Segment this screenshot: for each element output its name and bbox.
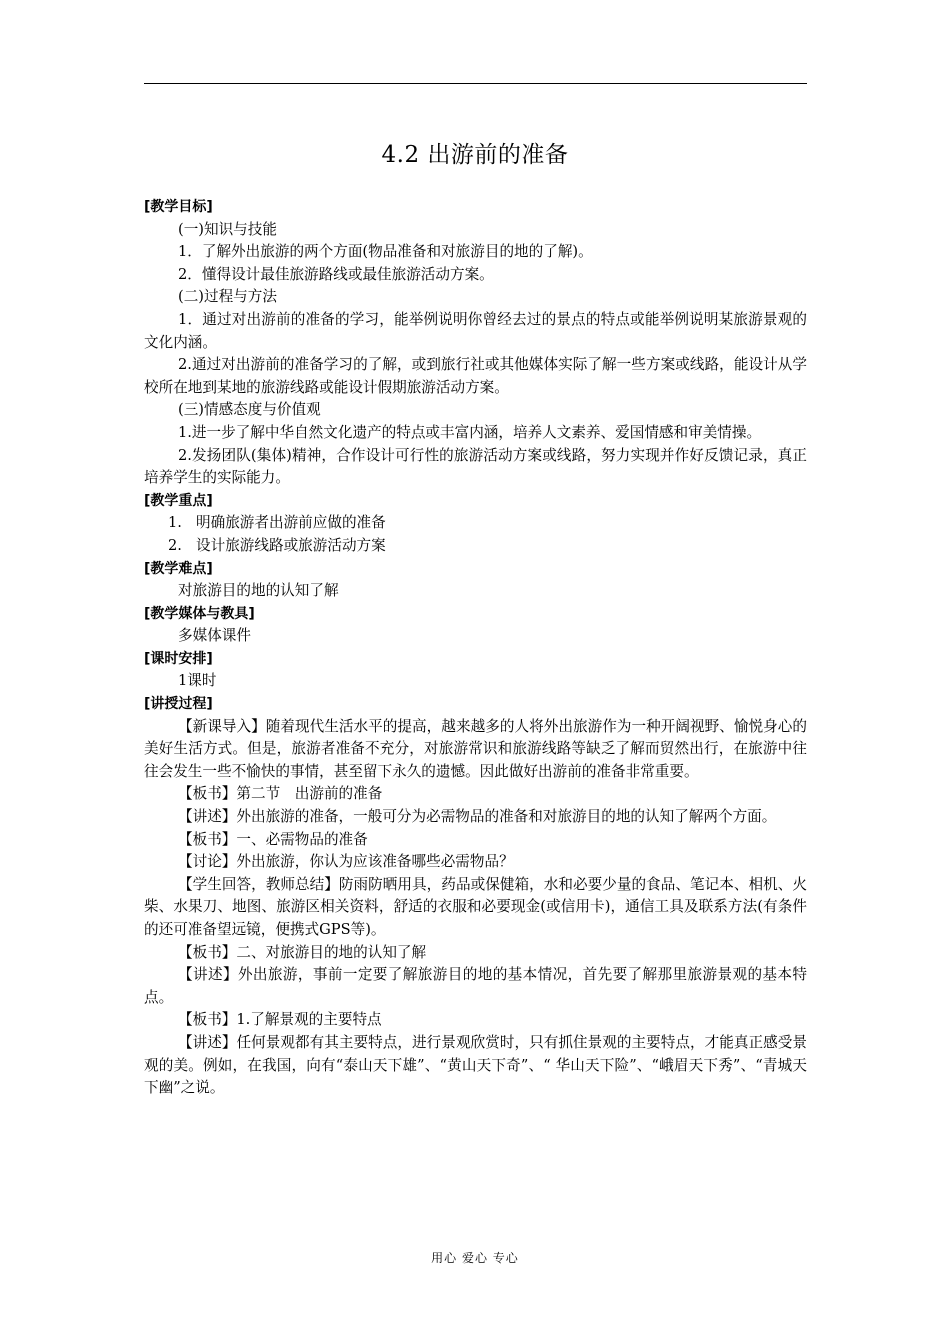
page-footer: 用心 爱心 专心 [431,1251,519,1265]
difficulty-heading: [教学难点] [144,560,213,577]
process-method-item: 2.通过对出游前的准备学习的了解，或到旅行社或其他媒体实际了解一些方案或线路，能设计从学校所在地到某地的旅游线路或能设计假期旅游活动方案。 [144,356,807,396]
knowledge-heading: (一)知识与技能 [178,220,277,238]
document-body [144,196,807,1100]
process-paragraph: 【板书】二、对旅游目的地的认知了解 [178,943,427,961]
process-method-heading: (二)过程与方法 [178,288,277,306]
key-point-number: 2. [168,536,182,554]
process-paragraph: 【板书】第二节 出游前的准备 [178,785,383,803]
key-point-item [144,512,807,535]
process-paragraph: 【讲述】外出旅游，事前一定要了解旅游目的地的基本情况，首先要了解那里旅游景观的基本特点。 [144,966,807,1006]
process-paragraph: 【学生回答，教师总结】防雨防晒用具，药品或保健箱，水和必要少量的食品、笔记本、相机、火柴、水果刀、地图、旅游区相关资料，舒适的衣服和必要现金(或信用卡)，通信工具及联系方法(有条件的还可准备望远镜，便携式GPS等)。 [144,875,807,938]
knowledge-item: 2．懂得设计最佳旅游路线或最佳旅游活动方案。 [178,265,494,283]
key-point-item [144,535,807,558]
process-paragraph: 【板书】1.了解景观的主要特点 [178,1011,382,1029]
emotion-heading: (三)情感态度与价值观 [178,401,321,419]
page-title: 4.2 出游前的准备 [381,142,569,168]
schedule-heading: [课时安排] [144,650,213,667]
process-paragraph: 【新课导入】随着现代生活水平的提高，越来越多的人将外出旅游作为一种开阔视野、愉悦身心的美好生活方式。但是，旅游者准备不充分，对旅游常识和旅游线路等缺乏了解而贸然出行，在旅游中往往会发生一些不愉快的事情，甚至留下永久的遗憾。因此做好出游前的准备非常重要。 [144,717,807,780]
difficulty-text: 对旅游目的地的认知了解 [178,582,339,600]
header-rule [144,83,807,84]
process-method-item: 1．通过对出游前的准备的学习，能举例说明你曾经去过的景点的特点或能举例说明某旅游景观的文化内涵。 [144,310,807,351]
process-paragraph: 【讲述】任何景观都有其主要特点，进行景观欣赏时，只有抓住景观的主要特点，才能真正感受景观的美。例如，在我国，向有“泰山天下雄”、“黄山天下奇”、“ 华山天下险”、“峨眉天下秀”、“青城天下幽”之说。 [144,1033,807,1097]
objectives-heading: [教学目标] [144,199,213,215]
process-paragraph: 【讨论】外出旅游，你认为应该准备哪些必需物品？ [178,853,514,871]
key-points-heading: [教学重点] [144,492,213,509]
emotion-item: 2.发扬团队(集体)精神，合作设计可行性的旅游活动方案或线路，努力实现并作好反馈记录，真正培养学生的实际能力。 [144,446,807,487]
teaching-process-heading: [讲授过程] [144,696,213,713]
process-paragraph: 【板书】一、必需物品的准备 [178,830,368,848]
media-text: 多媒体课件 [178,627,251,645]
emotion-item: 1.进一步了解中华自然文化遗产的特点或丰富内涵，培养人文素养、爱国情感和审美情操。 [178,423,762,441]
key-point-text: 明确旅游者出游前应做的准备 [196,514,386,532]
key-point-text: 设计旅游线路或旅游活动方案 [196,536,386,554]
media-heading: [教学媒体与教具] [144,605,255,622]
key-point-number: 1. [168,514,182,532]
knowledge-item: 1．了解外出旅游的两个方面(物品准备和对旅游目的地的了解)。 [178,243,593,261]
schedule-text: 1课时 [178,672,217,690]
process-paragraph: 【讲述】外出旅游的准备，一般可分为必需物品的准备和对旅游目的地的认知了解两个方面。 [178,808,777,826]
